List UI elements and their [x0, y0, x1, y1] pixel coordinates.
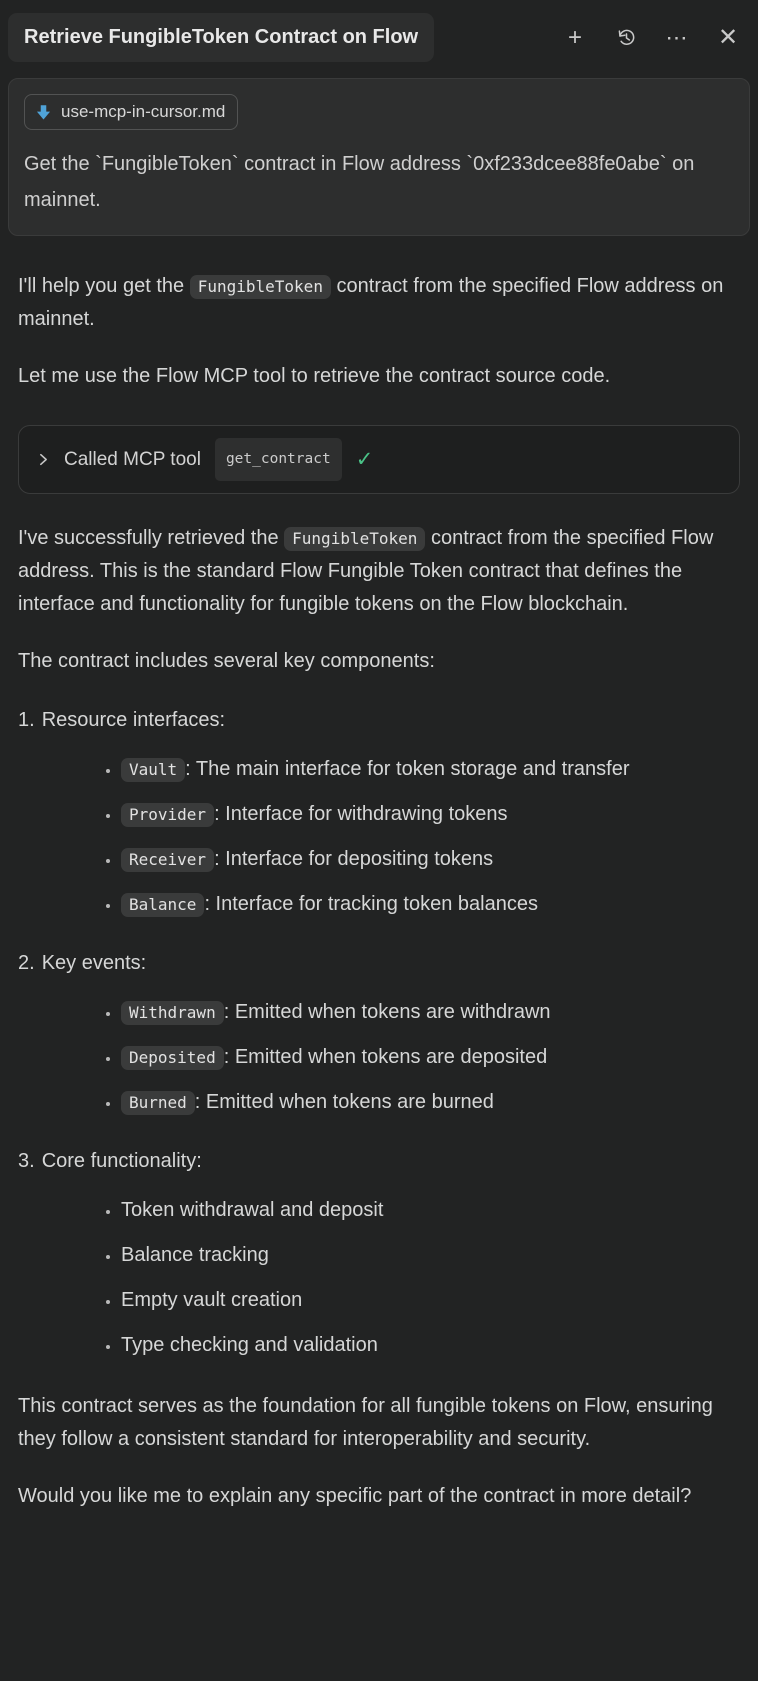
ellipsis-icon: ⋯: [665, 24, 689, 50]
success-check-icon: ✓: [355, 447, 374, 471]
list-item: [121, 1041, 740, 1074]
list-item: [121, 843, 740, 876]
plus-icon: +: [567, 23, 582, 51]
chat-title[interactable]: Retrieve FungibleToken Contract on Flow: [8, 13, 434, 62]
close-icon: ✕: [717, 23, 739, 51]
markdown-file-icon: [35, 104, 52, 121]
list-item: [121, 1329, 740, 1362]
header-actions: [563, 23, 744, 51]
list-item: [121, 888, 740, 921]
inline-code: FungibleToken: [284, 527, 425, 551]
inline-code: Withdrawn: [121, 1001, 224, 1025]
list-item-text: : Interface for tracking token balances: [204, 892, 538, 915]
list-item-text: : Emitted when tokens are withdrawn: [223, 1000, 551, 1023]
list-item-text: : Emitted when tokens are burned: [194, 1090, 494, 1113]
list-item: [121, 1194, 740, 1227]
inline-code: Receiver: [121, 848, 214, 872]
inline-code: Vault: [121, 758, 185, 782]
assistant-response: [0, 270, 758, 1513]
section-title: Core functionality:: [41, 1149, 202, 1172]
list-item: [121, 996, 740, 1029]
paragraph-text: I've successfully retrieved the: [18, 526, 285, 549]
paragraph: Let me use the Flow MCP tool to retrieve the contract source code.: [18, 364, 611, 387]
paragraph-text: I'll help you get the: [18, 274, 190, 297]
tool-name-badge: get_contract: [215, 438, 342, 481]
list-item-text: Token withdrawal and deposit: [121, 1198, 384, 1221]
mcp-tool-call[interactable]: [18, 425, 740, 494]
section-number: 2.: [18, 951, 35, 974]
bullet-list: [18, 753, 740, 921]
attachment-filename: use-mcp-in-cursor.md: [61, 102, 226, 121]
section-title: Resource interfaces:: [41, 708, 226, 731]
paragraph-text: contract from the specified Flow address on mainnet.: [18, 274, 724, 330]
chevron-right-icon: [35, 451, 52, 468]
new-chat-button[interactable]: [563, 23, 587, 51]
list-item-text: Balance tracking: [121, 1243, 269, 1266]
paragraph-text: contract from the specified Flow address. This is the standard Flow Fungible Token contract that defines the interface and functionality for fungible tokens on the Flow blockchain.: [18, 526, 714, 615]
list-item: [121, 798, 740, 831]
user-message-text: Get the `FungibleToken` contract in Flow address `0xf233dcee88fe0abe` on mainnet.: [24, 152, 695, 211]
list-item: [121, 1239, 740, 1272]
chat-header: [0, 0, 758, 74]
paragraph: [18, 522, 740, 621]
numbered-section-heading: [18, 704, 740, 737]
paragraph: This contract serves as the foundation for all fungible tokens on Flow, ensuring they follow a consistent standard for interoperability and security.: [18, 1394, 713, 1450]
list-item-text: : Interface for depositing tokens: [214, 847, 494, 870]
paragraph: The contract includes several key components:: [18, 649, 435, 672]
user-message-card: [8, 78, 750, 236]
paragraph: Would you like me to explain any specific part of the contract in more detail?: [18, 1484, 692, 1507]
tool-call-label: Called MCP tool: [64, 448, 201, 470]
list-item: [121, 753, 740, 786]
section-number: 1.: [18, 708, 35, 731]
numbered-section-heading: [18, 947, 740, 980]
bullet-list: [18, 996, 740, 1119]
section-title: Key events:: [41, 951, 147, 974]
list-item-text: : The main interface for token storage and transfer: [185, 757, 630, 780]
history-button[interactable]: [614, 26, 638, 50]
list-item-text: : Emitted when tokens are deposited: [223, 1045, 548, 1068]
bullet-list: [18, 1194, 740, 1362]
close-button[interactable]: [716, 23, 740, 51]
more-options-button[interactable]: [665, 26, 689, 50]
list-item: [121, 1284, 740, 1317]
inline-code: Provider: [121, 803, 214, 827]
list-item: [121, 1086, 740, 1119]
inline-code: Burned: [121, 1091, 195, 1115]
inline-code: FungibleToken: [190, 275, 331, 299]
file-attachment-chip[interactable]: [24, 94, 238, 130]
section-number: 3.: [18, 1149, 35, 1172]
list-item-text: Empty vault creation: [121, 1288, 303, 1311]
paragraph: [18, 270, 740, 336]
list-item-text: Type checking and validation: [121, 1333, 378, 1356]
list-item-text: : Interface for withdrawing tokens: [214, 802, 508, 825]
inline-code: Deposited: [121, 1046, 224, 1070]
history-icon: [615, 26, 638, 49]
numbered-section-heading: [18, 1145, 740, 1178]
inline-code: Balance: [121, 893, 204, 917]
